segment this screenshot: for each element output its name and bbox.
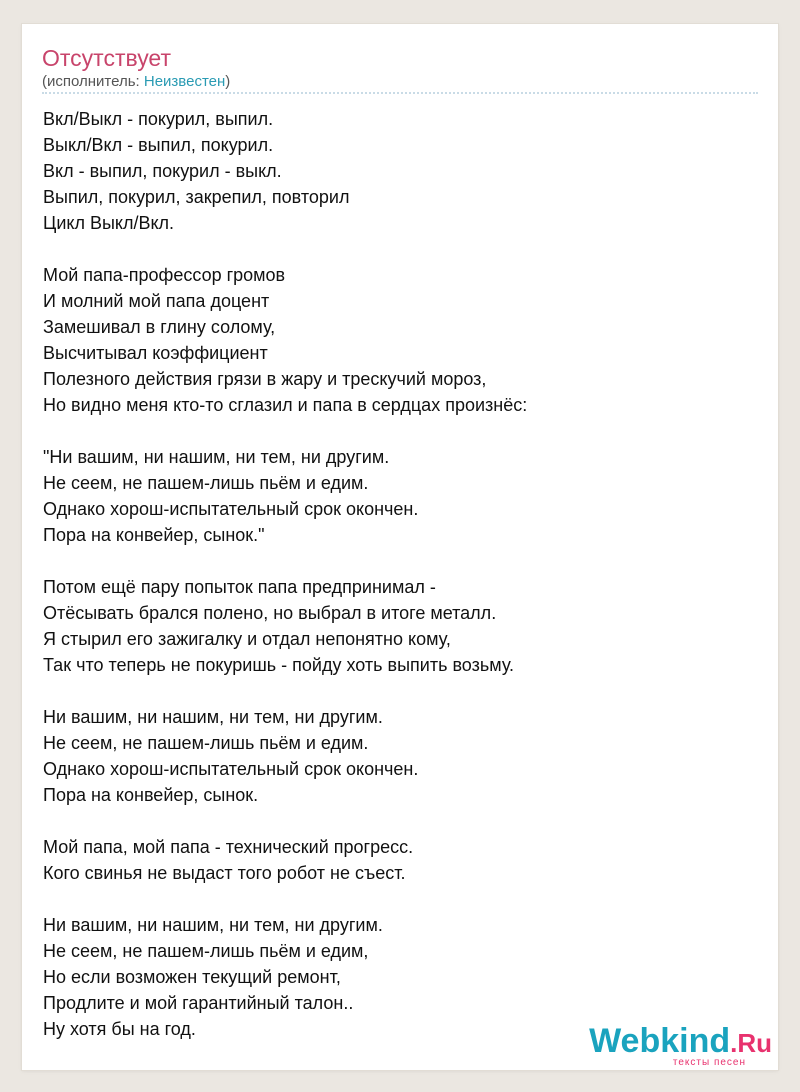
lyric-line: Но если возможен текущий ремонт, [43,967,341,987]
lyric-line: Мой папа-профессор громов [43,265,286,285]
logo-wordmark [589,1022,772,1062]
lyrics-text [43,106,527,1042]
site-logo[interactable] [589,1022,772,1073]
lyric-line [43,418,527,444]
lyric-line: Я стырил его зажигалку и отдал непонятно кому, [43,629,451,649]
lyric-line: И молний мой папа доцент [43,291,270,311]
lyric-line: Вкл - выпил, покурил - выкл. [43,161,282,181]
lyric-line: Отёсывать брался полено, но выбрал в итоге металл. [43,603,497,623]
lyric-line: Не сеем, не пашем-лишь пьём и едим. [43,733,369,753]
artist-prefix: (исполнитель: [42,73,144,90]
lyric-line [43,886,527,912]
lyric-line: Выкл/Вкл - выпил, покурил. [43,135,274,155]
song-title: Отсутствует [42,45,171,71]
lyric-line: Полезного действия грязи в жару и трескучий мороз, [43,369,487,389]
lyric-line: Продлите и мой гарантийный талон.. [43,993,354,1013]
lyric-line: Не сеем, не пашем-лишь пьём и едим, [43,941,369,961]
lyric-line: Потом ещё пару попыток папа предпринимал - [43,577,436,597]
lyric-line: Кого свинья не выдаст того робот не съест. [43,863,406,883]
lyric-line: Высчитывал коэффициент [43,343,268,363]
lyric-line: Замешивал в глину солому, [43,317,276,337]
lyric-line [43,236,527,262]
lyric-line: Ни вашим, ни нашим, ни тем, ни другим. [43,707,383,727]
logo-brand: Webkind [589,1022,731,1060]
lyric-line: Выпил, покурил, закрепил, повторил [43,187,350,207]
lyric-line: Мой папа, мой папа - технический прогресс. [43,837,414,857]
logo-tagline: тексты песен [672,1057,746,1068]
lyric-line: Но видно меня кто-то сглазил и папа в сердцах произнёс: [43,395,528,415]
lyric-line: Вкл/Выкл - покурил, выпил. [43,109,274,129]
lyric-line: Цикл Выкл/Вкл. [43,213,175,233]
lyric-line: Однако хорош-испытательный срок окончен. [43,499,419,519]
lyric-line [43,548,527,574]
title-divider [42,92,758,94]
lyric-line: Так что теперь не покуришь - пойду хоть выпить возьму. [43,655,515,675]
lyric-line [43,678,527,704]
lyric-line [43,808,527,834]
lyric-line: Не сеем, не пашем-лишь пьём и едим. [43,473,369,493]
lyric-line: Ни вашим, ни нашим, ни тем, ни другим. [43,915,383,935]
artist-line [42,73,230,91]
lyric-line: Однако хорош-испытательный срок окончен. [43,759,419,779]
lyric-line: Пора на конвейер, сынок. [43,785,259,805]
artist-suffix: ) [225,73,231,90]
lyric-line: "Ни вашим, ни нашим, ни тем, ни другим. [43,447,390,467]
lyric-line: Ну хотя бы на год. [43,1019,196,1039]
logo-tld: .Ru [730,1028,772,1058]
lyric-line: Пора на конвейер, сынок." [43,525,265,545]
artist-link[interactable]: Неизвестен [143,73,226,90]
